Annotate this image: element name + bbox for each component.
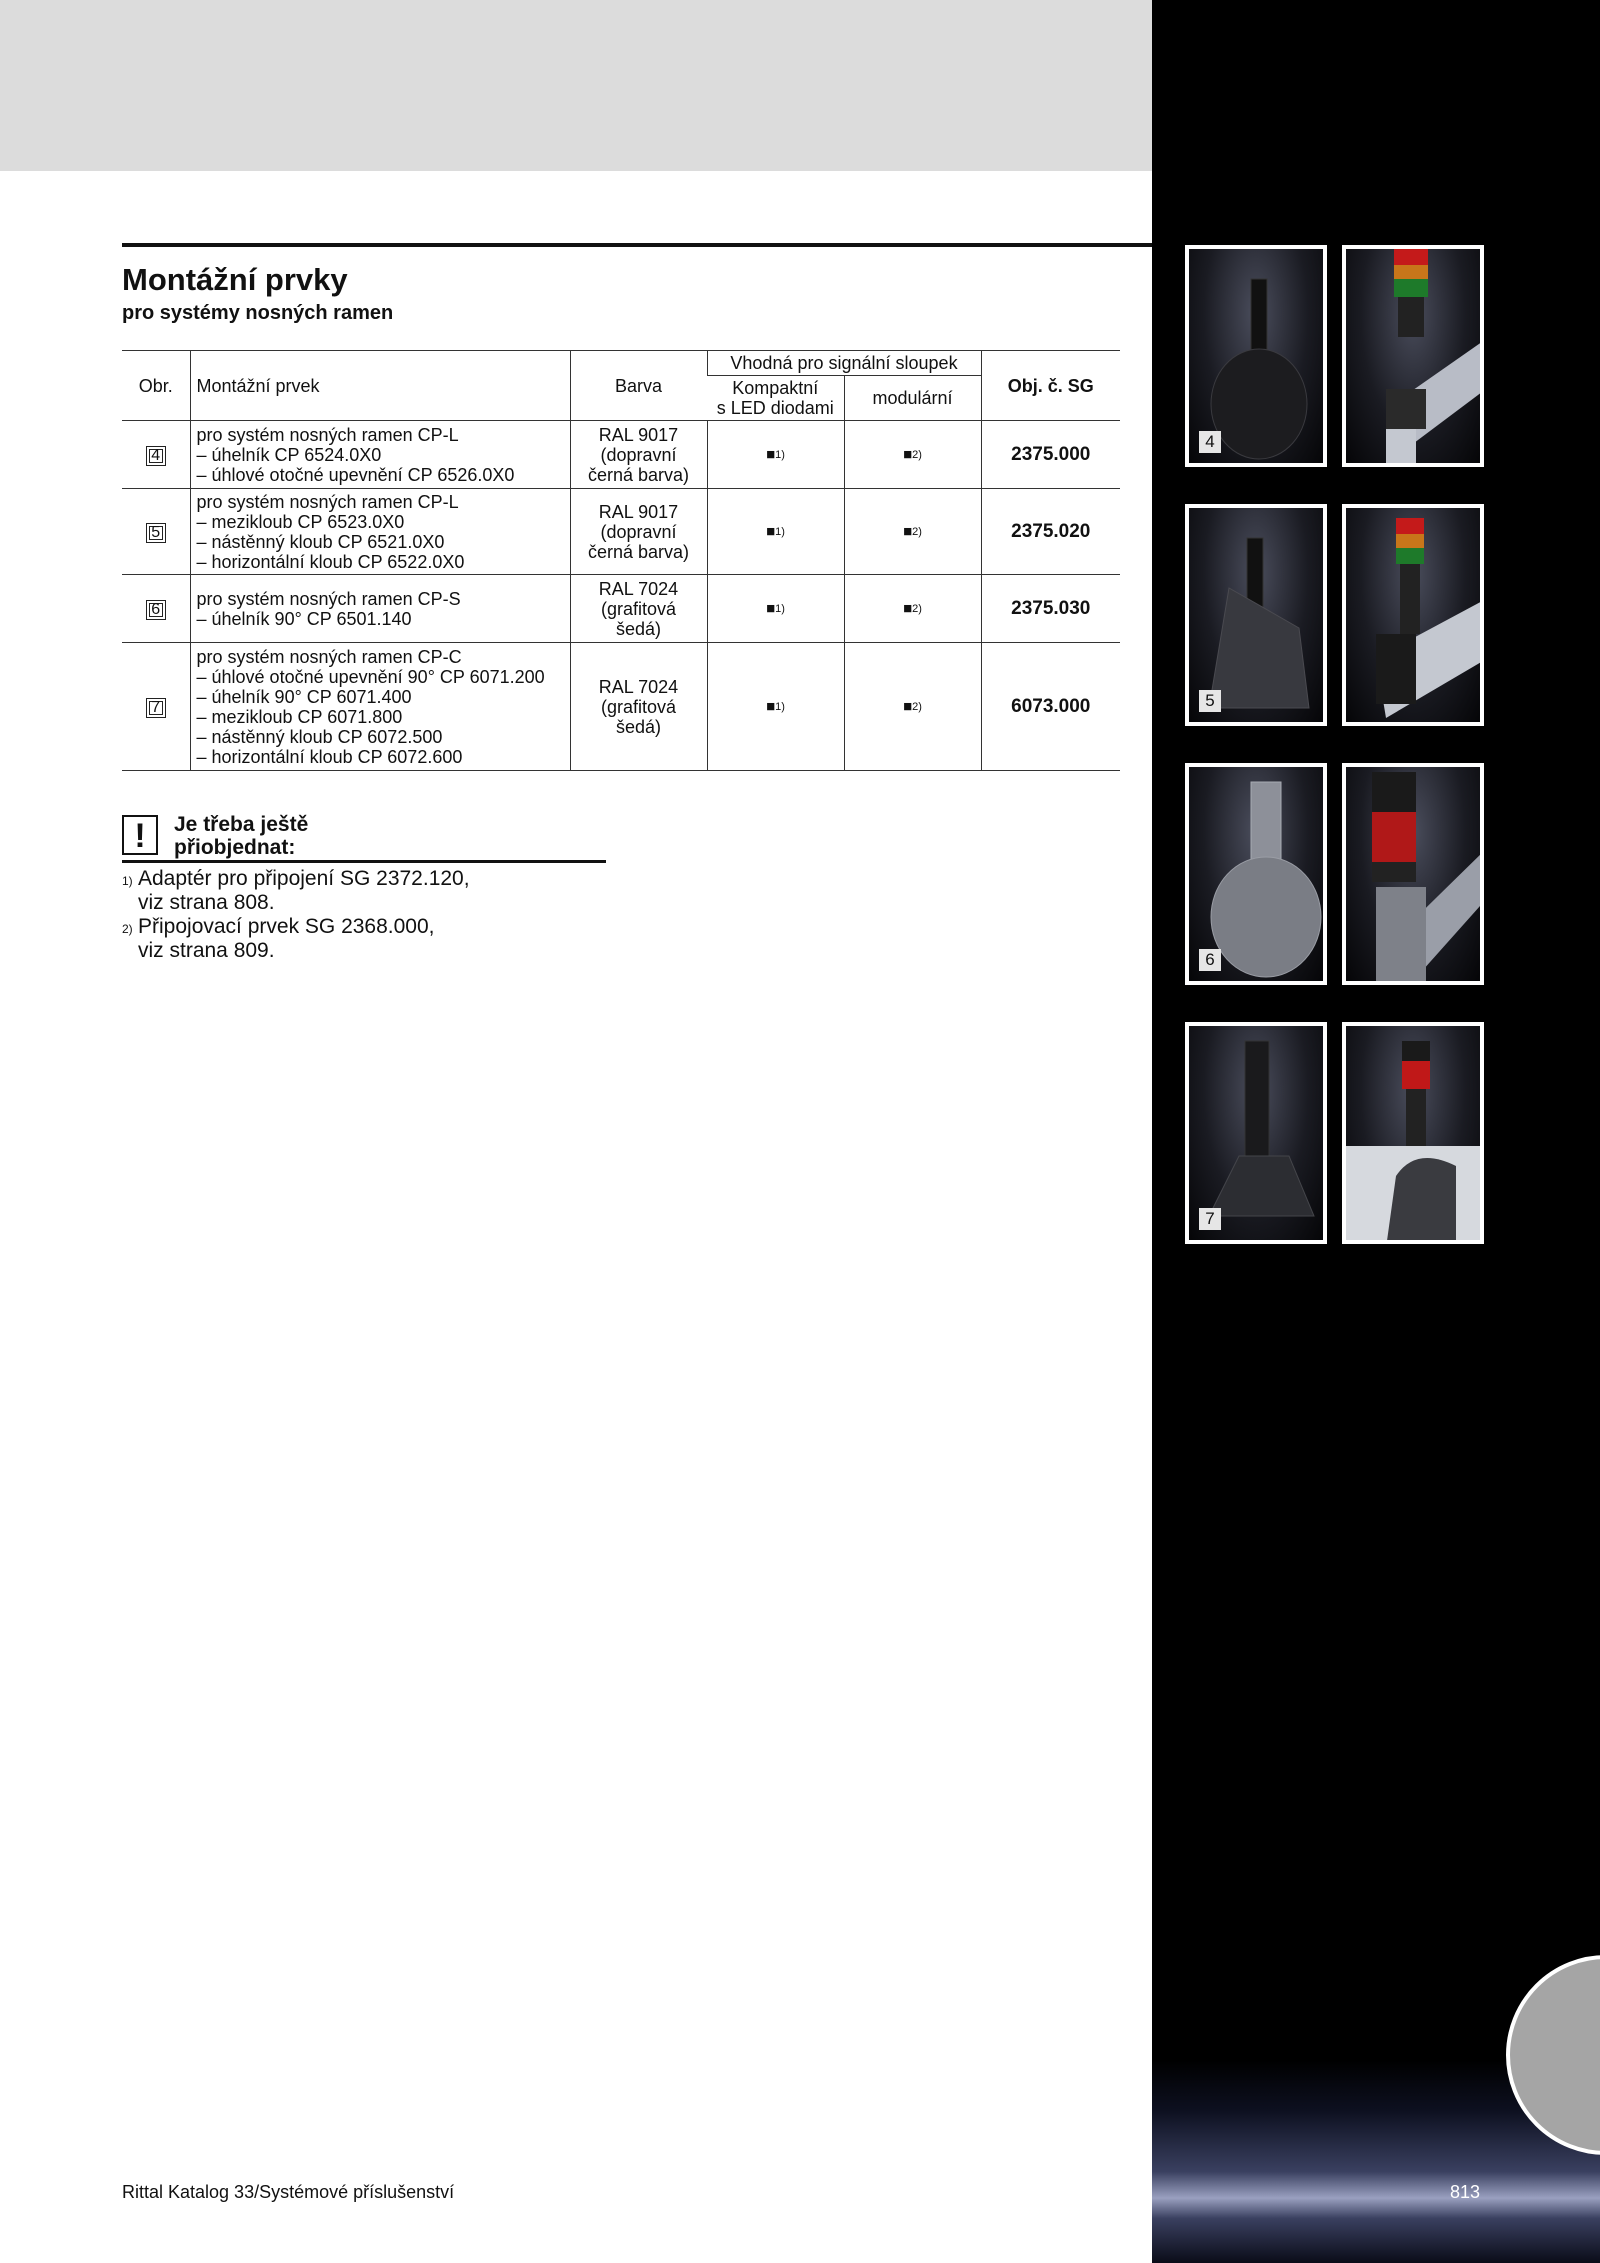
photo-mounted-4 [1342,245,1484,467]
footnote-mark: 1) [122,874,133,888]
footnote-mark: 2) [122,922,133,936]
modular-mark: ■$^{2)}$ [844,643,981,771]
photo-label: 6 [1199,949,1221,971]
footnotes [122,867,470,963]
prvek-line: pro systém nosných ramen CP-S [196,588,461,609]
section-subtitle: pro systémy nosných ramen [122,302,394,324]
barva-line: RAL 7024 [598,676,679,697]
modular-mark: ■$^{2)}$ [844,489,981,575]
barva-line: RAL 9017 [598,424,679,445]
barva-cell [570,421,707,489]
prvek-line: – nástěnný kloub CP 6072.500 [196,726,443,747]
prvek-line: – úhlové otočné upevnění CP 6526.0X0 [196,464,515,485]
header-obr: Obr. [122,351,190,421]
signal-tower-4-illustration [1346,249,1484,467]
order-number: 2375.000 [981,421,1120,489]
footnote-line: Připojovací prvek SG 2368.000, [138,915,435,938]
photo-mount-6 [1185,763,1327,985]
note-rule [122,860,606,863]
prvek-cell [190,489,570,575]
order-number: 2375.020 [981,489,1120,575]
barva-cell [570,643,707,771]
prvek-line: – úhelník 90° CP 6071.400 [196,686,412,707]
prvek-line: – horizontální kloub CP 6072.600 [196,746,463,767]
footer-catalog: Rittal Katalog 33/Systémové příslušenství [122,2182,455,2202]
note-heading-line: přiobjednat: [174,836,296,859]
signal-tower-5-illustration [1346,508,1484,726]
barva-line: černá barva) [587,464,690,485]
modular-mark: ■$^{2)}$ [844,421,981,489]
photo-mounted-7 [1342,1022,1484,1244]
photo-mount-7 [1185,1022,1327,1244]
barva-line: RAL 9017 [598,501,679,522]
compact-mark: ■$^{1)}$ [707,489,844,575]
photo-mount-5 [1185,504,1327,726]
compact-mark: ■$^{1)}$ [707,421,844,489]
page-number: 813 [1449,2182,1480,2202]
header-prvek: Montážní prvek [190,351,570,421]
prvek-line: – úhlové otočné upevnění 90° CP 6071.200 [196,666,545,687]
barva-cell [570,489,707,575]
section-top-rule [122,243,1152,247]
photo-label: 5 [1199,690,1221,712]
table-row [122,489,1120,575]
barva-cell [570,575,707,643]
prvek-line: pro systém nosných ramen CP-L [196,424,459,445]
figure-ref-badge: 7 [146,698,166,718]
header-kompaktni [707,376,844,421]
barva-line: (dopravní [600,444,677,465]
photo-label: 4 [1199,431,1221,453]
footnote-line: Adaptér pro připojení SG 2372.120, [138,867,470,890]
prvek-line: – mezikloub CP 6523.0X0 [196,511,405,532]
note-heading-line: Je třeba ještě [174,813,309,836]
barva-line: šedá) [615,618,662,639]
header-vhodna: Vhodná pro signální sloupek [707,351,981,376]
prvek-line: – úhelník CP 6524.0X0 [196,444,382,465]
figure-ref-badge: 5 [146,523,166,543]
signal-tower-7-illustration [1346,1026,1484,1244]
footnote-line: viz strana 809. [138,939,275,962]
figure-ref-badge: 4 [146,446,166,466]
barva-line: šedá) [615,716,662,737]
photo-mount-4 [1185,245,1327,467]
barva-line: (dopravní [600,521,677,542]
modular-mark: ■$^{2)}$ [844,575,981,643]
header-barva: Barva [570,351,707,421]
product-table [122,350,1120,771]
prvek-line: – mezikloub CP 6071.800 [196,706,403,727]
photo-mounted-5 [1342,504,1484,726]
signal-tower-6-illustration [1346,767,1484,985]
compact-mark: ■$^{1)}$ [707,643,844,771]
note-heading [174,813,308,859]
photo-label: 7 [1199,1208,1221,1230]
compact-mark: ■$^{1)}$ [707,575,844,643]
footnote [122,867,470,915]
prvek-line: – úhelník 90° CP 6501.140 [196,608,412,629]
figure-ref-badge: 6 [146,600,166,620]
header-kompaktni-line2: s LED diodami [716,398,834,418]
barva-line: RAL 7024 [598,578,679,599]
table-row [122,643,1120,771]
prvek-cell [190,643,570,771]
header-obj: Obj. č. SG [981,351,1120,421]
prvek-line: – horizontální kloub CP 6522.0X0 [196,551,465,572]
barva-line: černá barva) [587,541,690,562]
prvek-line: pro systém nosných ramen CP-L [196,491,459,512]
header-kompaktni-line1: Kompaktní [732,378,819,398]
prvek-line: pro systém nosných ramen CP-C [196,646,462,667]
barva-line: (grafitová [600,696,677,717]
prvek-cell [190,421,570,489]
prvek-line: – nástěnný kloub CP 6521.0X0 [196,531,445,552]
barva-line: (grafitová [600,598,677,619]
header-modularni: modulární [844,376,981,421]
footnote [122,915,470,963]
table-row [122,575,1120,643]
table-row [122,421,1120,489]
exclamation-icon: ! [122,815,158,855]
footnote-line: viz strana 808. [138,891,275,914]
section-title: Montážní prvky [122,262,348,297]
order-number: 2375.030 [981,575,1120,643]
photo-mounted-6 [1342,763,1484,985]
prvek-cell [190,575,570,643]
order-number: 6073.000 [981,643,1120,771]
